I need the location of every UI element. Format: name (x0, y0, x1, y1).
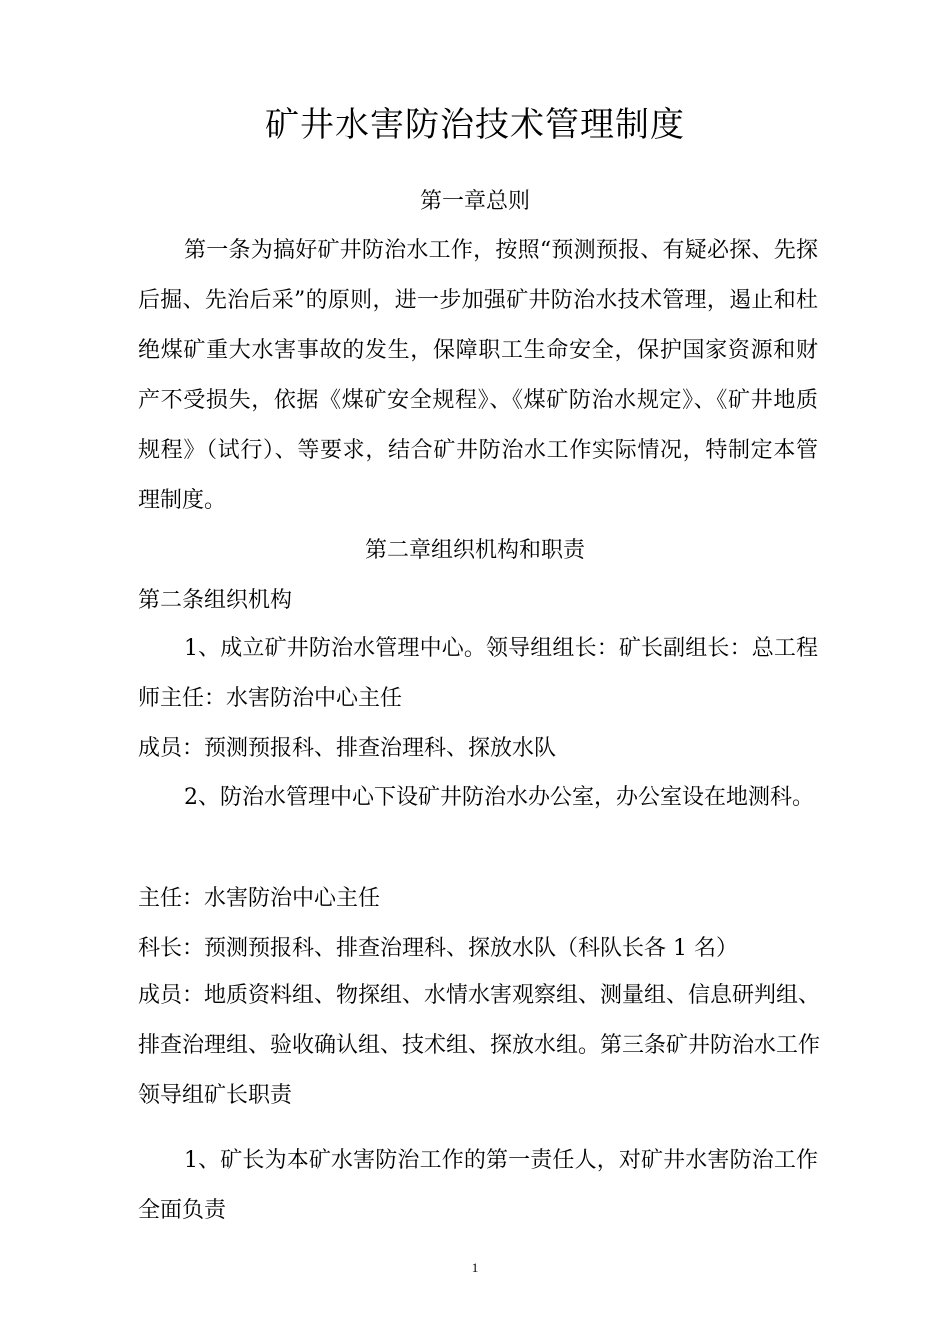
duty-1-paragraph: 1、矿长为本矿水害防治工作的第一责任人，对矿井水害防治工作全面负责 (138, 1148, 818, 1223)
item-1-paragraph: 1、成立矿井防治水管理中心。领导组组长：矿长副组长：总工程师主任：水害防治中心主任 (138, 636, 818, 711)
item-1-members: 成员：预测预报科、排查治理科、探放水队 (138, 736, 557, 761)
document-title: 矿井水害防治技术管理制度 (265, 105, 685, 145)
page-number: 1 (471, 1260, 479, 1275)
article-1-paragraph: 第一条为搞好矿井防治水工作，按照“预测预报、有疑必探、先探后掘、先治后采”的原则，进一步加强矿井防治水技术管理，遏止和杜绝煤矿重大水害事故的发生，保障职工生命安全，保护国家资源和财产不受损失，依据《煤矿安全规程》、《煤矿防治水规定》、《矿井地质规程》（试行）、等要求，结合矿井防治水工作实际情况，特制定本管理制度。 (138, 238, 818, 513)
chapter-1-heading: 第一章总则 (419, 189, 530, 214)
director-line: 主任：水害防治中心主任 (138, 886, 381, 911)
chapter-2-heading: 第二章组织机构和职责 (364, 538, 585, 563)
item-2-paragraph: 2、防治水管理中心下设矿井防治水办公室，办公室设在地测科。 (184, 785, 814, 810)
article-2-heading: 第二条组织机构 (138, 588, 293, 613)
section-chiefs-line: 科长：预测预报科、排查治理科、探放水队（科队长各 1 名） (138, 936, 738, 961)
members-paragraph: 成员：地质资料组、物探组、水情水害观察组、测量组、信息研判组、排查治理组、验收确认组、技术组、探放水组。第三条矿井防治水工作领导组矿长职责 (138, 983, 821, 1108)
